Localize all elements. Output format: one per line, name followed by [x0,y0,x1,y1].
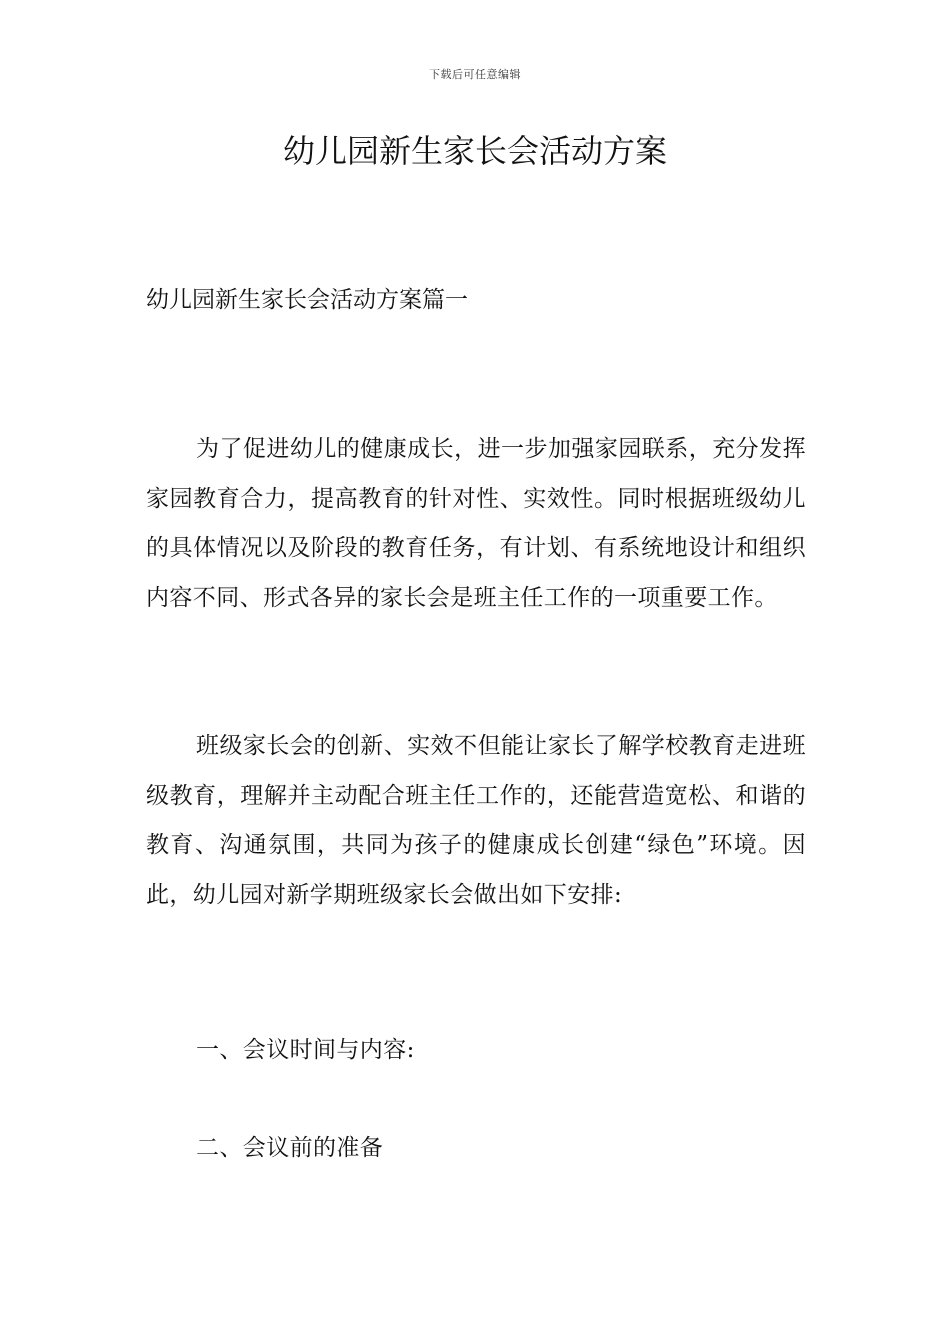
body-paragraph: 为了促进幼儿的健康成长，进一步加强家园联系，充分发挥家园教育合力，提高教育的针对性、实效性。同时根据班级幼儿的具体情况以及阶段的教育任务，有计划、有系统地设计和组织内容不同、形式各异的家长会是班主任工作的一项重要工作。 [146,436,806,611]
body-paragraph: 班级家长会的创新、实效不但能让家长了解学校教育走进班级教育，理解并主动配合班主任工作的，还能营造宽松、和谐的教育、沟通氛围，共同为孩子的健康成长创建“绿色”环境。因此，幼儿园对新学期班级家长会做出如下安排: [146,733,806,908]
list-item: 二、会议前的准备 [196,1135,384,1161]
section-title: 幼儿园新生家长会活动方案篇一 [146,287,468,313]
list-item: 一、会议时间与内容: [196,1037,415,1063]
document-title: 幼儿园新生家长会活动方案 [282,132,667,170]
header-note: 下载后可任意编辑 [429,68,521,81]
